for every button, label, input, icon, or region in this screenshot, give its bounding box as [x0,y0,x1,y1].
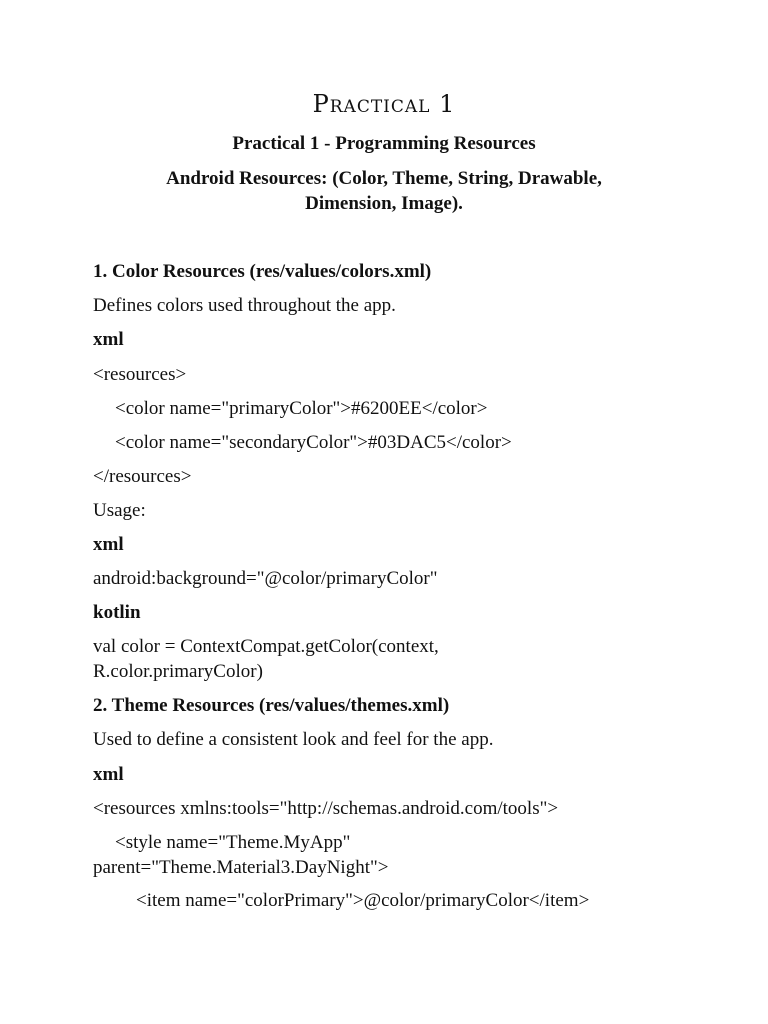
code-line: <resources> [93,364,187,385]
code-language-label: kotlin [93,602,141,623]
usage-label: Usage: [93,500,146,521]
section-1-heading: 1. Color Resources (res/values/colors.xml) [93,261,432,282]
code-line: <item name="colorPrimary">@color/primaryColor</item> [136,890,590,911]
code-line: android:background="@color/primaryColor" [93,568,438,589]
topic-line-2: Dimension, Image). [305,193,463,214]
section-2-description: Used to define a consistent look and feel for the app. [93,729,494,750]
section-1-description: Defines colors used throughout the app. [93,295,396,316]
code-language-label: xml [93,764,124,785]
code-language-label: xml [93,329,124,350]
code-line: </resources> [93,466,192,487]
section-2-heading: 2. Theme Resources (res/values/themes.xml) [93,695,450,716]
document-subtitle: Practical 1 - Programming Resources [232,133,536,154]
code-line: parent="Theme.Material3.DayNight"> [93,857,389,878]
code-line: R.color.primaryColor) [93,661,263,682]
code-line: <resources xmlns:tools="http://schemas.android.com/tools"> [93,798,559,819]
page-title: Practical 1 [312,90,456,118]
code-line: <color name="secondaryColor">#03DAC5</color> [115,432,512,453]
topic-line-1: Android Resources: (Color, Theme, String, Drawable, [166,168,602,189]
code-line: val color = ContextCompat.getColor(context, [93,636,439,657]
code-line: <style name="Theme.MyApp" [115,832,351,853]
code-line: <color name="primaryColor">#6200EE</color> [115,398,488,419]
code-language-label: xml [93,534,124,555]
